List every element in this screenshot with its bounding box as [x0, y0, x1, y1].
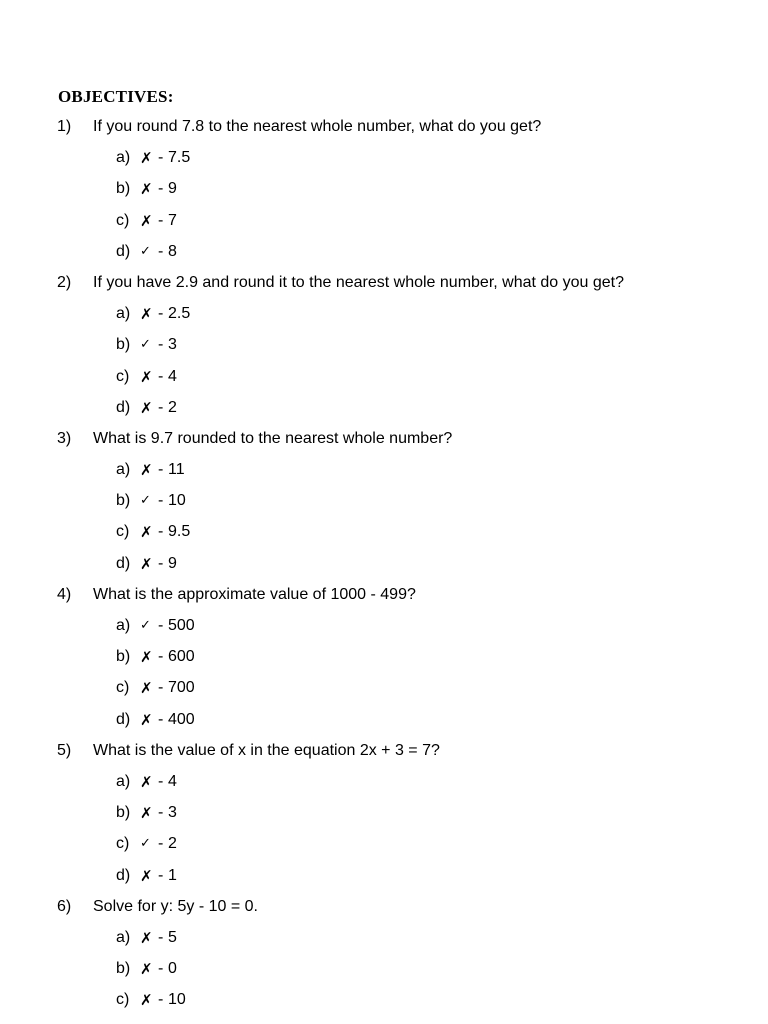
option-letter: c)	[116, 835, 130, 853]
question-item	[0, 738, 768, 894]
option-letter: d)	[116, 710, 131, 728]
cross-mark-icon: ✗	[140, 398, 153, 417]
option-letter: d)	[116, 866, 131, 884]
check-mark-icon: ✓	[140, 493, 151, 509]
option-letter: c)	[116, 991, 130, 1009]
option-value: 9.5	[168, 523, 191, 541]
option-letter: b)	[116, 492, 131, 510]
cross-mark-icon: ✗	[140, 554, 153, 573]
cross-mark-icon: ✗	[140, 367, 153, 386]
option-letter: a)	[116, 305, 131, 323]
option-value: 3	[168, 804, 177, 822]
option-separator: -	[158, 336, 164, 354]
question-row	[0, 894, 768, 925]
answer-option	[0, 613, 768, 644]
answer-option	[0, 488, 768, 519]
option-letter: b)	[116, 960, 131, 978]
question-list	[0, 114, 768, 1018]
answer-option	[0, 925, 768, 956]
question-text: Solve for y: 5y - 10 = 0.	[93, 897, 258, 915]
question-number: 2)	[57, 273, 72, 291]
cross-mark-icon: ✗	[140, 211, 153, 230]
option-value: 0	[168, 960, 177, 978]
option-letter: b)	[116, 804, 131, 822]
option-letter: b)	[116, 648, 131, 666]
option-value: 1	[168, 866, 177, 884]
answer-option	[0, 769, 768, 800]
option-letter: d)	[116, 398, 131, 416]
option-value: 4	[168, 772, 177, 790]
cross-mark-icon: ✗	[140, 772, 153, 791]
option-value: 8	[168, 242, 177, 260]
option-value: 700	[168, 679, 195, 697]
question-item	[0, 114, 768, 270]
option-separator: -	[158, 149, 164, 167]
option-separator: -	[158, 367, 164, 385]
option-value: 400	[168, 710, 195, 728]
option-separator: -	[158, 617, 164, 634]
objectives-heading: OBJECTIVES:	[58, 87, 174, 106]
option-letter: d)	[116, 554, 131, 572]
answer-option	[0, 176, 768, 207]
option-separator: -	[158, 710, 164, 728]
option-separator: -	[158, 866, 164, 884]
option-value: 3	[168, 336, 177, 354]
answer-option	[0, 208, 768, 239]
option-value: 2.5	[168, 305, 191, 323]
cross-mark-icon: ✗	[140, 523, 153, 542]
answer-option	[0, 707, 768, 738]
option-separator: -	[158, 523, 164, 541]
question-row	[0, 738, 768, 769]
answer-option	[0, 364, 768, 395]
answer-option	[0, 800, 768, 831]
option-value: 7	[168, 211, 177, 229]
question-text: What is 9.7 rounded to the nearest whole number?	[93, 429, 453, 447]
answer-option	[0, 675, 768, 706]
cross-mark-icon: ✗	[140, 991, 153, 1010]
question-number: 4)	[57, 585, 72, 603]
answer-option	[0, 863, 768, 894]
question-number: 6)	[57, 897, 72, 915]
option-value: 600	[168, 648, 195, 666]
question-number: 3)	[57, 429, 72, 447]
option-separator: -	[158, 305, 164, 323]
question-number: 5)	[57, 741, 72, 759]
option-separator: -	[158, 554, 164, 572]
option-separator: -	[158, 648, 164, 666]
option-separator: -	[158, 211, 164, 229]
check-mark-icon: ✓	[140, 836, 151, 852]
check-mark-icon: ✓	[140, 243, 151, 259]
option-separator: -	[158, 772, 164, 790]
question-item	[0, 582, 768, 738]
option-value: 9	[168, 554, 177, 572]
question-row	[0, 582, 768, 613]
option-value: 500	[168, 617, 195, 634]
question-text: What is the approximate value of 1000 - 499?	[93, 585, 416, 603]
check-mark-icon: ✓	[140, 618, 151, 633]
option-value: 7.5	[168, 149, 191, 167]
cross-mark-icon: ✗	[140, 710, 153, 729]
cross-mark-icon: ✗	[140, 648, 153, 667]
cross-mark-icon: ✗	[140, 461, 153, 480]
option-letter: c)	[116, 523, 130, 541]
option-separator: -	[158, 461, 164, 479]
option-letter: a)	[116, 928, 131, 946]
question-item	[0, 270, 768, 426]
question-number: 1)	[57, 118, 72, 135]
question-text: If you round 7.8 to the nearest whole number, what do you get?	[93, 118, 542, 135]
cross-mark-icon: ✗	[140, 866, 153, 885]
cross-mark-icon: ✗	[140, 960, 153, 979]
answer-option	[0, 831, 768, 862]
cross-mark-icon: ✗	[140, 305, 153, 324]
option-letter: a)	[116, 772, 131, 790]
question-text: If you have 2.9 and round it to the nearest whole number, what do you get?	[93, 273, 625, 291]
cross-mark-icon: ✗	[140, 804, 153, 823]
answer-option	[0, 332, 768, 363]
option-letter: d)	[116, 242, 131, 260]
option-value: 2	[168, 835, 177, 853]
option-separator: -	[158, 928, 164, 946]
option-value: 10	[168, 991, 186, 1009]
question-item	[0, 894, 768, 1019]
option-letter: b)	[116, 180, 131, 198]
option-value: 9	[168, 180, 177, 198]
option-separator: -	[158, 804, 164, 822]
option-separator: -	[158, 960, 164, 978]
option-separator: -	[158, 398, 164, 416]
question-row	[0, 426, 768, 457]
option-value: 11	[168, 461, 185, 479]
question-item	[0, 426, 768, 582]
option-value: 5	[168, 928, 177, 946]
answer-option	[0, 239, 768, 270]
answer-option	[0, 395, 768, 426]
cross-mark-icon: ✗	[140, 180, 153, 199]
question-row	[0, 114, 768, 145]
question-text: What is the value of x in the equation 2x + 3 = 7?	[93, 741, 440, 759]
answer-option	[0, 644, 768, 675]
option-letter: b)	[116, 336, 131, 354]
option-value: 10	[168, 492, 186, 510]
option-separator: -	[158, 679, 164, 697]
check-mark-icon: ✓	[140, 337, 151, 353]
option-separator: -	[158, 242, 164, 260]
answer-option	[0, 987, 768, 1018]
cross-mark-icon: ✗	[140, 928, 153, 947]
cross-mark-icon: ✗	[140, 149, 153, 168]
option-letter: a)	[116, 461, 131, 479]
answer-option	[0, 457, 768, 488]
option-separator: -	[158, 835, 164, 853]
option-letter: c)	[116, 679, 130, 697]
question-row	[0, 270, 768, 301]
option-value: 2	[168, 398, 177, 416]
option-letter: a)	[116, 149, 131, 167]
cross-mark-icon: ✗	[140, 679, 153, 698]
option-separator: -	[158, 180, 164, 198]
option-letter: c)	[116, 367, 130, 385]
answer-option	[0, 519, 768, 550]
answer-option	[0, 145, 768, 176]
option-separator: -	[158, 492, 164, 510]
option-letter: a)	[116, 617, 131, 634]
option-letter: c)	[116, 211, 130, 229]
answer-option	[0, 956, 768, 987]
option-separator: -	[158, 991, 164, 1009]
option-value: 4	[168, 367, 177, 385]
answer-option	[0, 301, 768, 332]
answer-option	[0, 551, 768, 582]
